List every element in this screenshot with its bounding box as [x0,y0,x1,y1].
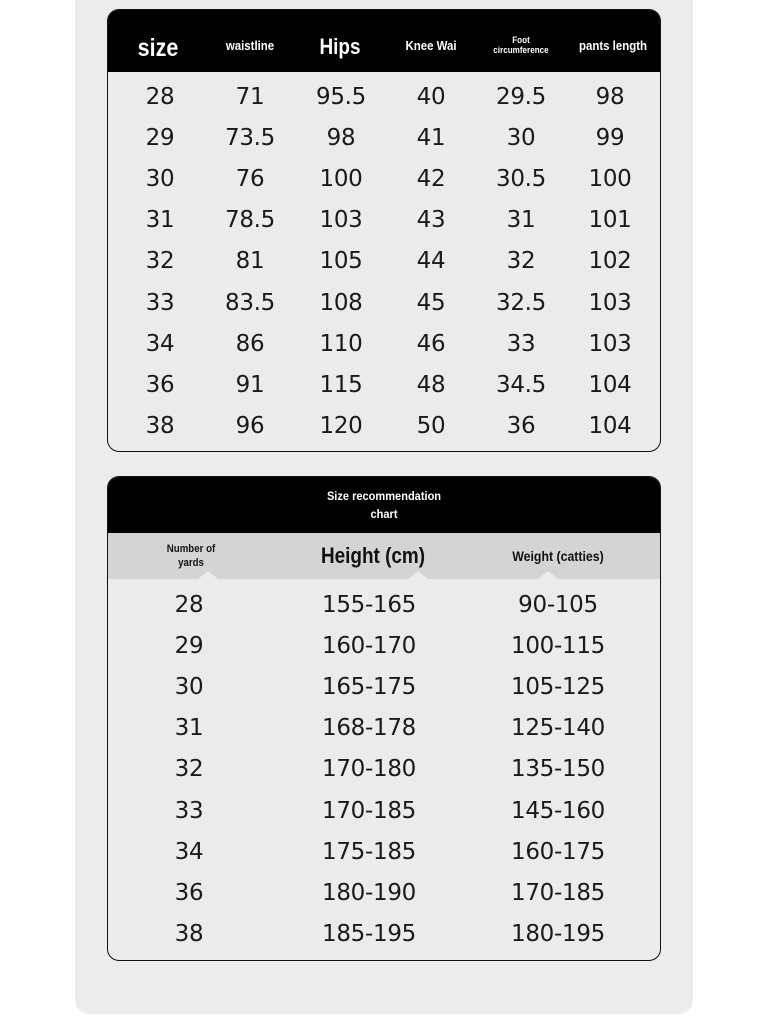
table-cell: 108 [319,289,363,316]
table-cell: 104 [588,413,632,440]
table-cell: 100-115 [511,632,605,659]
table-row [108,76,660,117]
table-row [108,790,660,831]
table-cell: 86 [235,330,265,357]
table-cell: 160-175 [511,838,605,865]
table-row [108,708,660,749]
table-cell: 100 [319,165,363,192]
table-cell: 100 [588,165,632,192]
header-pants-length: pants length [578,37,648,53]
recommendation-header [108,533,660,579]
table-cell: 71 [235,83,265,110]
table-cell: 103 [588,289,632,316]
table-cell: 115 [319,371,363,398]
table-cell: 40 [416,83,446,110]
table-cell: 34.5 [495,371,546,398]
table-cell: 78.5 [224,207,275,234]
table-row [108,158,660,199]
table-cell: 30.5 [495,165,546,192]
table-row [108,200,660,241]
table-cell: 95.5 [315,83,366,110]
table-row [108,584,660,625]
table-cell: 48 [416,371,446,398]
table-row [108,241,660,282]
table-cell: 36 [145,371,175,398]
table-row [108,117,660,158]
table-cell: 96 [235,413,265,440]
size-table [107,9,661,452]
table-cell: 103 [319,207,363,234]
table-cell: 32 [506,248,536,275]
table-cell: 91 [235,371,265,398]
table-cell: 33 [506,330,536,357]
table-row [108,914,660,955]
table-cell: 29 [145,124,175,151]
table-row [108,872,660,913]
table-cell: 36 [506,413,536,440]
header-knee: Knee Wai [405,37,457,53]
table-cell: 38 [145,413,175,440]
table-cell: 168-178 [322,715,416,742]
header-number-of-yards: Number of yards [166,542,216,569]
header-waistline: waistline [225,37,275,53]
table-cell: 73.5 [224,124,275,151]
table-cell: 31 [145,207,175,234]
table-cell: 120 [319,413,363,440]
table-cell: 125-140 [511,715,605,742]
table-cell: 32 [174,756,204,783]
header-hips: Hips [319,34,361,60]
table-cell: 103 [588,330,632,357]
table-cell: 98 [326,124,356,151]
table-row [108,666,660,707]
table-cell: 33 [145,289,175,316]
table-row [108,406,660,447]
table-cell: 170-185 [322,797,416,824]
table-cell: 29.5 [495,83,546,110]
table-cell: 28 [174,591,204,618]
recommendation-title: Size recommendation chart [326,489,442,521]
table-cell: 98 [595,83,625,110]
header-foot-circumference: Foot circumference [493,34,549,55]
header-height: Height (cm) [320,542,426,568]
table-cell: 76 [235,165,265,192]
table-cell: 90-105 [518,591,598,618]
table-cell: 180-195 [511,921,605,948]
size-table-header [108,10,660,72]
table-cell: 33 [174,797,204,824]
table-row [108,323,660,364]
size-recommendation-table [107,476,661,961]
table-cell: 30 [145,165,175,192]
table-cell: 29 [174,632,204,659]
table-cell: 105-125 [511,673,605,700]
table-cell: 46 [416,330,446,357]
table-cell: 180-190 [322,879,416,906]
table-cell: 175-185 [322,838,416,865]
table-cell: 28 [145,83,175,110]
table-cell: 30 [506,124,536,151]
header-size: size [137,33,179,62]
table-cell: 43 [416,207,446,234]
table-row [108,364,660,405]
table-cell: 30 [174,673,204,700]
header-weight: Weight (catties) [512,547,604,564]
table-row [108,282,660,323]
table-cell: 170-180 [322,756,416,783]
table-cell: 34 [174,838,204,865]
table-cell: 170-185 [511,879,605,906]
table-cell: 83.5 [224,289,275,316]
table-row [108,831,660,872]
table-cell: 105 [319,248,363,275]
table-cell: 110 [319,330,363,357]
table-cell: 31 [174,715,204,742]
table-cell: 42 [416,165,446,192]
table-cell: 50 [416,413,446,440]
table-cell: 34 [145,330,175,357]
table-row [108,749,660,790]
table-cell: 31 [506,207,536,234]
table-cell: 102 [588,248,632,275]
table-cell: 45 [416,289,446,316]
table-cell: 81 [235,248,265,275]
table-cell: 41 [416,124,446,151]
table-cell: 38 [174,921,204,948]
table-cell: 185-195 [322,921,416,948]
table-cell: 32.5 [495,289,546,316]
table-cell: 160-170 [322,632,416,659]
table-cell: 135-150 [511,756,605,783]
table-cell: 36 [174,879,204,906]
table-cell: 165-175 [322,673,416,700]
table-cell: 145-160 [511,797,605,824]
table-cell: 101 [588,207,632,234]
table-row [108,625,660,666]
table-cell: 32 [145,248,175,275]
table-cell: 44 [416,248,446,275]
recommendation-title-bar [108,477,660,533]
table-cell: 104 [588,371,632,398]
table-cell: 99 [595,124,625,151]
table-cell: 155-165 [322,591,416,618]
